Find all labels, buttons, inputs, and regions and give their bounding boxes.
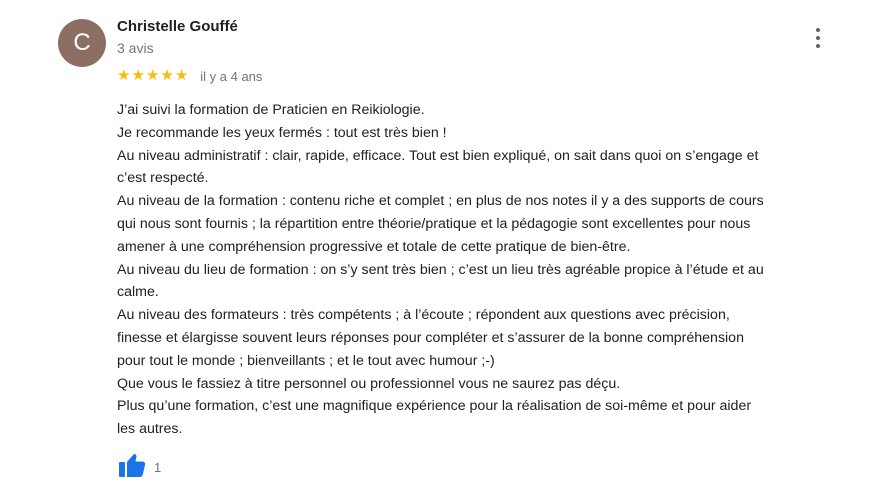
star-rating [117, 67, 188, 85]
star-icon: ★ [174, 67, 189, 84]
review-line: pour tout le monde ; bienveillants ; et le tout avec humour ;-) [117, 352, 495, 369]
thumbs-up-icon [118, 452, 146, 478]
review-line: amener à une compréhension progressive et totale de cette pratique de bien-être. [117, 238, 631, 255]
star-icon: ★ [160, 67, 174, 84]
like-row [117, 450, 161, 480]
more-vertical-icon-dot [816, 36, 820, 40]
review-line: Que vous le fassiez à titre personnel ou professionnel vous ne saurez pas déçu. [117, 375, 621, 392]
more-vertical-icon [816, 28, 820, 32]
review-line: Je recommande les yeux fermés : tout est très bien ! [117, 124, 447, 141]
review-line: Plus qu’une formation, c’est une magnifique expérience pour la réalisation de soi-même et pour aider [117, 398, 752, 415]
star-icon: ★ [131, 67, 145, 84]
review-line: c’est respecté. [117, 170, 209, 187]
avatar-letter: C [73, 29, 91, 56]
more-vertical-icon-dot [816, 44, 820, 48]
review-line: qui nous sont fournis ; la répartition entre théorie/pratique et la pédagogie sont excellentes pour nous [117, 215, 751, 232]
review-line: Au niveau de la formation : contenu riche et complet ; en plus de nos notes il y a des supports de cours [117, 193, 764, 210]
avatar[interactable] [58, 19, 106, 67]
review-line: J’ai suivi la formation de Praticien en Reikiologie. [117, 102, 425, 118]
like-count: 1 [154, 459, 162, 475]
review-line: Au niveau des formateurs : très compétents ; à l’écoute ; répondent aux questions avec précision, [117, 307, 730, 324]
author-name[interactable]: Christelle Gouffé [117, 18, 238, 35]
more-options-button[interactable] [808, 23, 828, 53]
review-line: les autres. [117, 421, 183, 438]
star-icon: ★ [145, 67, 160, 84]
like-button[interactable] [117, 450, 147, 480]
review-count[interactable]: 3 avis [117, 40, 154, 56]
star-icon: ★ [117, 67, 131, 84]
review-line: Au niveau du lieu de formation : on s’y sent très bien ; c’est un lieu très agréable propice à l’étude et au [117, 261, 764, 278]
review-line: Au niveau administratif : clair, rapide, efficace. Tout est bien expliqué, on sait dans quoi on s’engage et [117, 147, 759, 164]
review-line: calme. [117, 284, 159, 301]
review-text [117, 99, 862, 441]
review-date: il y a 4 ans [200, 68, 263, 84]
rating-row [117, 67, 262, 85]
review-line: finesse et élargisse souvent leurs réponses pour compléter et s’assurer de la bonne compréhension [117, 329, 744, 346]
